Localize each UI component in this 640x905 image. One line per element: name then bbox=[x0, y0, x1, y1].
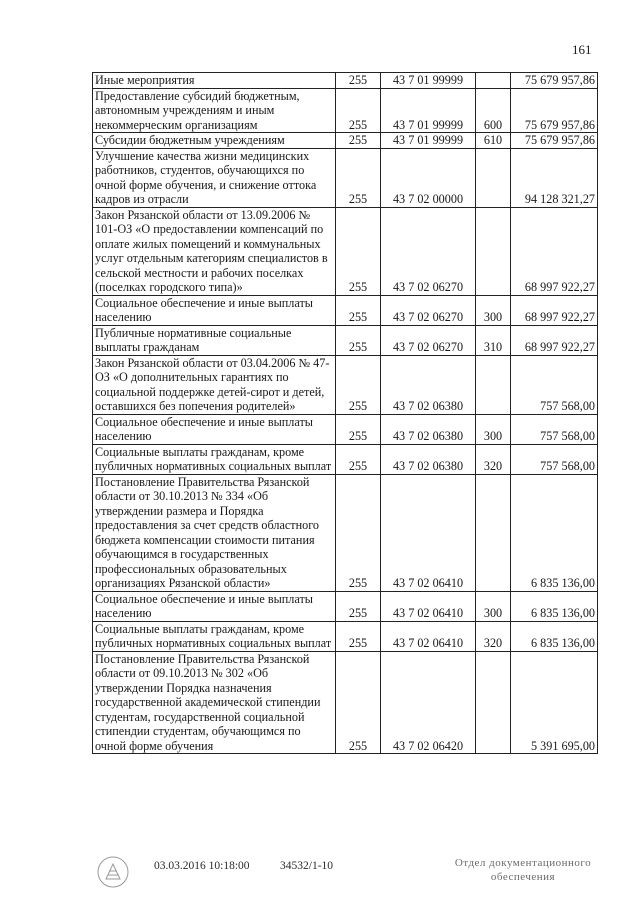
row-gr-cell: 255 bbox=[336, 73, 381, 89]
row-gr-cell: 255 bbox=[336, 444, 381, 474]
row-sum-cell: 94 128 321,27 bbox=[511, 148, 598, 207]
department-stamp bbox=[448, 856, 598, 884]
table-row bbox=[93, 355, 598, 414]
row-name-cell: Закон Рязанской области от 03.04.2006 № 47-ОЗ «О дополнительных гарантиях по социальной поддержке детей-сирот и детей, оставшихся без попечения родителей» bbox=[93, 355, 336, 414]
row-vr-cell: 300 bbox=[476, 591, 511, 621]
row-vr-cell: 300 bbox=[476, 295, 511, 325]
table-row bbox=[93, 133, 598, 149]
row-gr-cell: 255 bbox=[336, 591, 381, 621]
row-sum-cell: 757 568,00 bbox=[511, 355, 598, 414]
row-code-cell: 43 7 02 06410 bbox=[381, 474, 476, 591]
footer-datetime: 03.03.2016 10:18:00 bbox=[154, 860, 250, 872]
row-name-cell: Социальное обеспечение и иные выплаты населению bbox=[93, 295, 336, 325]
table-row bbox=[93, 88, 598, 133]
row-name-cell: Постановление Правительства Рязанской области от 30.10.2013 № 334 «Об утверждении размера и Порядка предоставления за счет средств областного бюджета компенсации стоимости питания обучающимся в государственных профессиональных образовательных организациях Рязанской области» bbox=[93, 474, 336, 591]
row-code-cell: 43 7 01 99999 bbox=[381, 73, 476, 89]
row-vr-cell: 320 bbox=[476, 621, 511, 651]
row-name-cell: Социальное обеспечение и иные выплаты населению bbox=[93, 414, 336, 444]
row-code-cell: 43 7 02 00000 bbox=[381, 148, 476, 207]
row-name-cell: Публичные нормативные социальные выплаты гражданам bbox=[93, 325, 336, 355]
table-row bbox=[93, 148, 598, 207]
row-sum-cell: 6 835 136,00 bbox=[511, 474, 598, 591]
row-name-cell: Социальные выплаты гражданам, кроме публичных нормативных социальных выплат bbox=[93, 444, 336, 474]
table-row bbox=[93, 651, 598, 754]
row-gr-cell: 255 bbox=[336, 207, 381, 295]
row-code-cell: 43 7 02 06410 bbox=[381, 621, 476, 651]
budget-table bbox=[92, 72, 598, 754]
row-vr-cell bbox=[476, 73, 511, 89]
row-vr-cell: 320 bbox=[476, 444, 511, 474]
row-vr-cell bbox=[476, 207, 511, 295]
row-sum-cell: 68 997 922,27 bbox=[511, 207, 598, 295]
row-sum-cell: 6 835 136,00 bbox=[511, 591, 598, 621]
table-row bbox=[93, 414, 598, 444]
budget-table-body bbox=[93, 73, 598, 754]
row-gr-cell: 255 bbox=[336, 133, 381, 149]
row-sum-cell: 75 679 957,86 bbox=[511, 73, 598, 89]
row-sum-cell: 5 391 695,00 bbox=[511, 651, 598, 754]
row-code-cell: 43 7 01 99999 bbox=[381, 88, 476, 133]
row-code-cell: 43 7 02 06420 bbox=[381, 651, 476, 754]
row-gr-cell: 255 bbox=[336, 414, 381, 444]
row-sum-cell: 75 679 957,86 bbox=[511, 133, 598, 149]
row-code-cell: 43 7 02 06270 bbox=[381, 295, 476, 325]
row-code-cell: 43 7 02 06270 bbox=[381, 207, 476, 295]
row-name-cell: Закон Рязанской области от 13.09.2006 № 101-ОЗ «О предоставлении компенсаций по оплате жилых помещений и коммунальных услуг отдельным категориям специалистов в сельской местности и рабочих поселках (поселках городского типа)» bbox=[93, 207, 336, 295]
row-name-cell: Постановление Правительства Рязанской области от 09.10.2013 № 302 «Об утверждении Порядка назначения государственной академической стипендии студентам, государственной социальной стипендии студентам, обучающимся по очной форме обучения bbox=[93, 651, 336, 754]
row-gr-cell: 255 bbox=[336, 88, 381, 133]
row-vr-cell: 300 bbox=[476, 414, 511, 444]
row-gr-cell: 255 bbox=[336, 325, 381, 355]
table-row bbox=[93, 474, 598, 591]
row-code-cell: 43 7 02 06380 bbox=[381, 414, 476, 444]
footer-doc-number: 34532/1-10 bbox=[280, 860, 334, 872]
row-vr-cell bbox=[476, 474, 511, 591]
row-sum-cell: 75 679 957,86 bbox=[511, 88, 598, 133]
row-vr-cell: 310 bbox=[476, 325, 511, 355]
row-gr-cell: 255 bbox=[336, 474, 381, 591]
row-code-cell: 43 7 02 06380 bbox=[381, 444, 476, 474]
row-sum-cell: 68 997 922,27 bbox=[511, 295, 598, 325]
table-row bbox=[93, 591, 598, 621]
row-code-cell: 43 7 02 06270 bbox=[381, 325, 476, 355]
row-vr-cell: 610 bbox=[476, 133, 511, 149]
row-sum-cell: 68 997 922,27 bbox=[511, 325, 598, 355]
row-vr-cell bbox=[476, 148, 511, 207]
page-number: 161 bbox=[572, 42, 592, 57]
row-name-cell: Предоставление субсидий бюджетным, автономным учреждениям и иным некоммерческим организациям bbox=[93, 88, 336, 133]
seal-emblem-icon bbox=[96, 855, 130, 889]
row-sum-cell: 6 835 136,00 bbox=[511, 621, 598, 651]
row-gr-cell: 255 bbox=[336, 295, 381, 325]
row-vr-cell bbox=[476, 355, 511, 414]
stamp-line-1: Отдел документационного bbox=[454, 857, 592, 869]
table-row bbox=[93, 295, 598, 325]
row-name-cell: Иные мероприятия bbox=[93, 73, 336, 89]
row-name-cell: Социальное обеспечение и иные выплаты населению bbox=[93, 591, 336, 621]
table-row bbox=[93, 325, 598, 355]
row-gr-cell: 255 bbox=[336, 148, 381, 207]
table-row bbox=[93, 73, 598, 89]
table-row bbox=[93, 621, 598, 651]
table-row bbox=[93, 207, 598, 295]
row-sum-cell: 757 568,00 bbox=[511, 414, 598, 444]
row-gr-cell: 255 bbox=[336, 651, 381, 754]
row-sum-cell: 757 568,00 bbox=[511, 444, 598, 474]
row-gr-cell: 255 bbox=[336, 621, 381, 651]
row-name-cell: Социальные выплаты гражданам, кроме публичных нормативных социальных выплат bbox=[93, 621, 336, 651]
row-code-cell: 43 7 02 06410 bbox=[381, 591, 476, 621]
stamp-line-2: обеспечения bbox=[490, 871, 556, 883]
row-code-cell: 43 7 01 99999 bbox=[381, 133, 476, 149]
table-row bbox=[93, 444, 598, 474]
row-gr-cell: 255 bbox=[336, 355, 381, 414]
row-vr-cell: 600 bbox=[476, 88, 511, 133]
row-name-cell: Субсидии бюджетным учреждениям bbox=[93, 133, 336, 149]
row-vr-cell bbox=[476, 651, 511, 754]
row-name-cell: Улучшение качества жизни медицинских работников, студентов, обучающихся по очной форме обучения, и снижение оттока кадров из отрасли bbox=[93, 148, 336, 207]
row-code-cell: 43 7 02 06380 bbox=[381, 355, 476, 414]
